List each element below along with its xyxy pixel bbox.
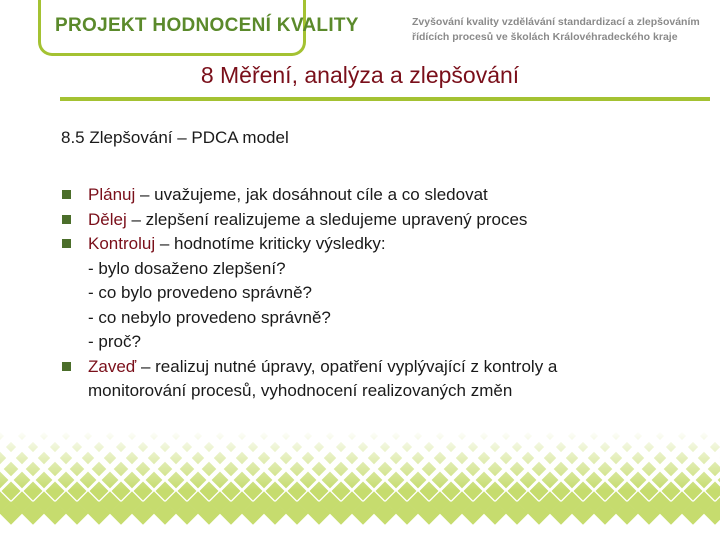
bullet-term: Zaveď [88, 356, 137, 376]
project-logo [38, 0, 359, 56]
tagline-line-1: Zvyšování kvality vzdělávání standardizací a zlepšováním [412, 16, 700, 28]
bullet-do [60, 208, 700, 233]
bullet-square-icon [62, 239, 71, 248]
bullet-square-icon [62, 362, 71, 371]
bullet-square-icon [62, 215, 71, 224]
title-divider [60, 97, 710, 101]
slide-subtitle: 8.5 Zlepšování – PDCA model [61, 128, 289, 147]
logo-text: PROJEKT HODNOCENÍ KVALITY [55, 15, 359, 36]
bullet-plan [60, 183, 700, 208]
decorative-diamond-pattern [0, 430, 720, 540]
tagline-line-2: řídících procesů ve školách Královéhradeckého kraje [412, 31, 678, 43]
bullet-term: Dělej [88, 209, 127, 229]
bullet-act [60, 355, 700, 380]
bullet-act-continuation: monitorování procesů, vyhodnocení realizovaných změn [88, 381, 513, 400]
header-tagline [412, 15, 702, 45]
check-item: - co nebylo provedeno správně? [88, 307, 331, 327]
check-item: - co bylo provedeno správně? [88, 283, 312, 302]
bullet-text: – zlepšení realizujeme a sledujeme upravený proces [126, 209, 528, 229]
pdca-bullet-list [60, 183, 700, 404]
check-item: - proč? [88, 332, 141, 351]
bullet-square-icon [62, 190, 71, 199]
bullet-check [60, 232, 700, 257]
check-item: - bylo dosaženo zlepšení? [88, 258, 286, 278]
bullet-term: Plánuj [88, 185, 136, 204]
bullet-term: Kontroluj [88, 234, 156, 253]
bullet-text: – uvažujeme, jak dosáhnout cíle a co sledovat [135, 185, 488, 204]
slide-title: 8 Měření, analýza a zlepšování [200, 62, 520, 88]
bullet-text: – realizuj nutné úpravy, opatření vyplývající z kontroly a [136, 356, 558, 376]
bullet-text: – hodnotíme kriticky výsledky: [155, 234, 386, 253]
